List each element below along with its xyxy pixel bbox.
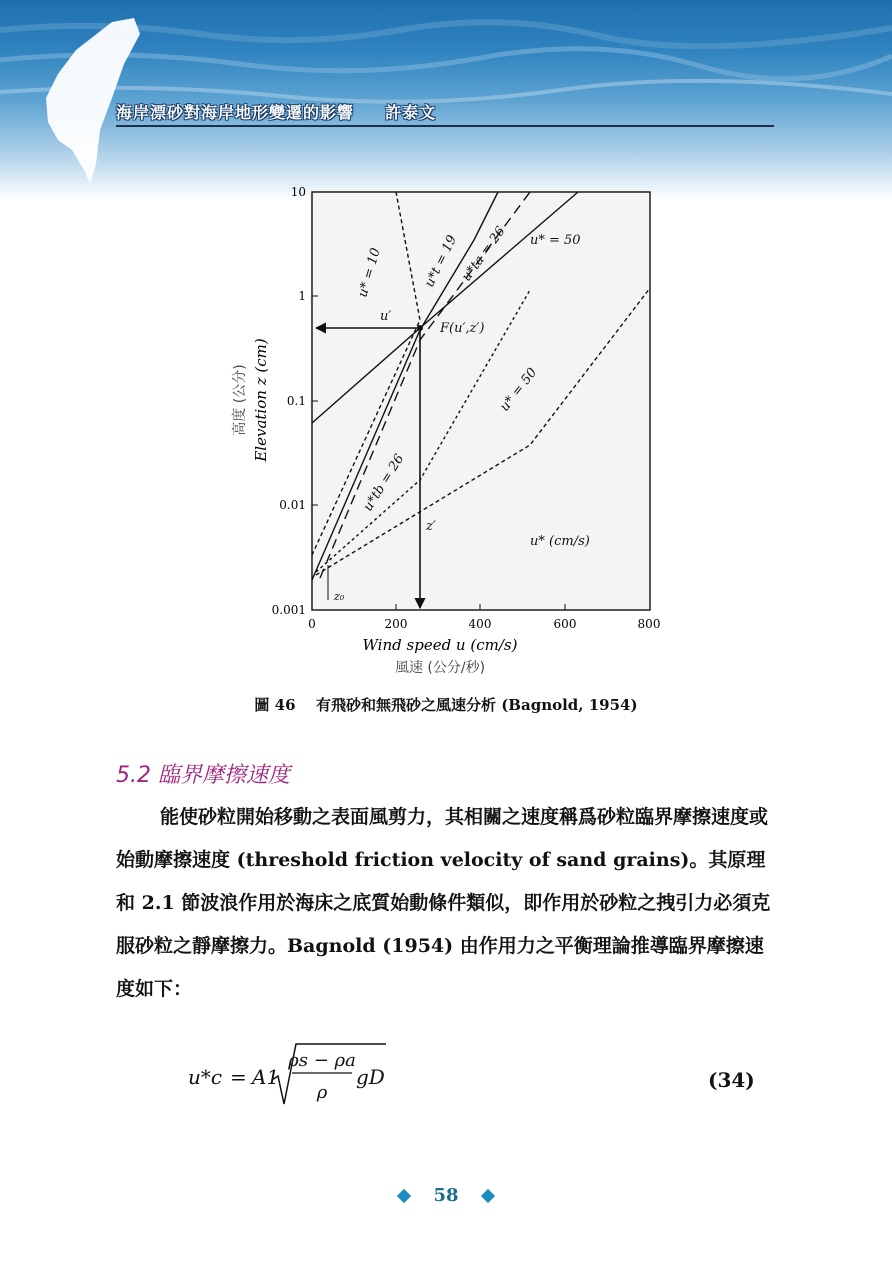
x-tick-800: 800 bbox=[637, 617, 661, 631]
x-tick-400: 400 bbox=[468, 617, 492, 631]
eq-numerator: ρs − ρa bbox=[288, 1050, 356, 1071]
header-rule bbox=[116, 125, 774, 127]
equation-34 bbox=[180, 1040, 780, 1120]
section-title-text: 臨界摩擦速度 bbox=[158, 763, 291, 788]
running-title: 海岸漂砂對海岸地形變遷的影響 bbox=[116, 103, 355, 122]
y-tick-0.1: 0.1 bbox=[286, 394, 306, 408]
label-z-prime: z′ bbox=[426, 519, 436, 534]
caption-label: 圖 46 bbox=[254, 696, 296, 714]
paragraph-text: 能使砂粒開始移動之表面風剪力，其相關之速度稱爲砂粒臨界摩擦速度或始動摩擦速度 (threshold friction velocity of sand grains)。其原理和 2.1 節波浪作用於海床之底質始動條件類似，即作用於砂粒之拽引力必須克服砂粒之靜摩擦力。Bagnold (1954) 由作用力之平衡理論推導臨界摩擦速度如下： bbox=[116, 806, 771, 1000]
label-u50-dashed: u* = 50 bbox=[497, 365, 541, 415]
page-number: 58 bbox=[433, 1185, 459, 1206]
label-u10: u* = 10 bbox=[355, 246, 384, 300]
eq-coef: A1 bbox=[252, 1065, 280, 1089]
running-header bbox=[116, 100, 436, 123]
label-point-f: F(u′,z′) bbox=[440, 321, 485, 336]
label-z0: z₀ bbox=[334, 590, 345, 603]
y-tick-0.001: 0.001 bbox=[271, 603, 306, 617]
page-footer bbox=[0, 1185, 892, 1206]
x-axis-label-zh: 風速 (公分/秒) bbox=[394, 660, 486, 676]
caption-text: 有飛砂和無飛砂之風速分析 (Bagnold, 1954) bbox=[315, 696, 638, 714]
x-tick-600: 600 bbox=[553, 617, 577, 631]
running-author: 許泰文 bbox=[385, 103, 437, 122]
label-utb26: u*tb = 26 bbox=[360, 451, 408, 515]
x-axis-label: Wind speed u (cm/s) bbox=[362, 636, 518, 654]
diamond-icon-right bbox=[480, 1189, 494, 1203]
y-tick-1: 1 bbox=[298, 289, 306, 303]
label-unit-note: u* (cm/s) bbox=[530, 534, 590, 549]
eq-tail: gD bbox=[356, 1065, 385, 1089]
eq-denominator: ρ bbox=[316, 1082, 328, 1103]
eq-equals: = bbox=[230, 1065, 247, 1089]
eq-lhs: u*c bbox=[188, 1065, 223, 1089]
body-paragraph bbox=[116, 796, 776, 1011]
figure-caption bbox=[0, 694, 892, 715]
point-f bbox=[417, 325, 423, 331]
y-axis-label-zh: 高度 (公分) bbox=[232, 364, 248, 436]
wind-profile-figure bbox=[230, 180, 670, 680]
section-number: 5.2 bbox=[116, 763, 151, 788]
label-uta26: u*ta = 26 bbox=[459, 224, 509, 285]
diamond-icon-left bbox=[397, 1189, 411, 1203]
x-tick-0: 0 bbox=[308, 617, 316, 631]
label-u-prime: u′ bbox=[380, 309, 392, 324]
section-heading bbox=[116, 758, 290, 789]
equation-number: (34) bbox=[708, 1068, 755, 1092]
label-u50: u* = 50 bbox=[530, 233, 581, 248]
y-tick-10: 10 bbox=[290, 185, 306, 199]
y-tick-0.01: 0.01 bbox=[279, 498, 306, 512]
label-ut19: u*t = 19 bbox=[422, 233, 461, 290]
y-axis-label: Elevation z (cm) bbox=[252, 338, 270, 462]
x-tick-200: 200 bbox=[384, 617, 408, 631]
